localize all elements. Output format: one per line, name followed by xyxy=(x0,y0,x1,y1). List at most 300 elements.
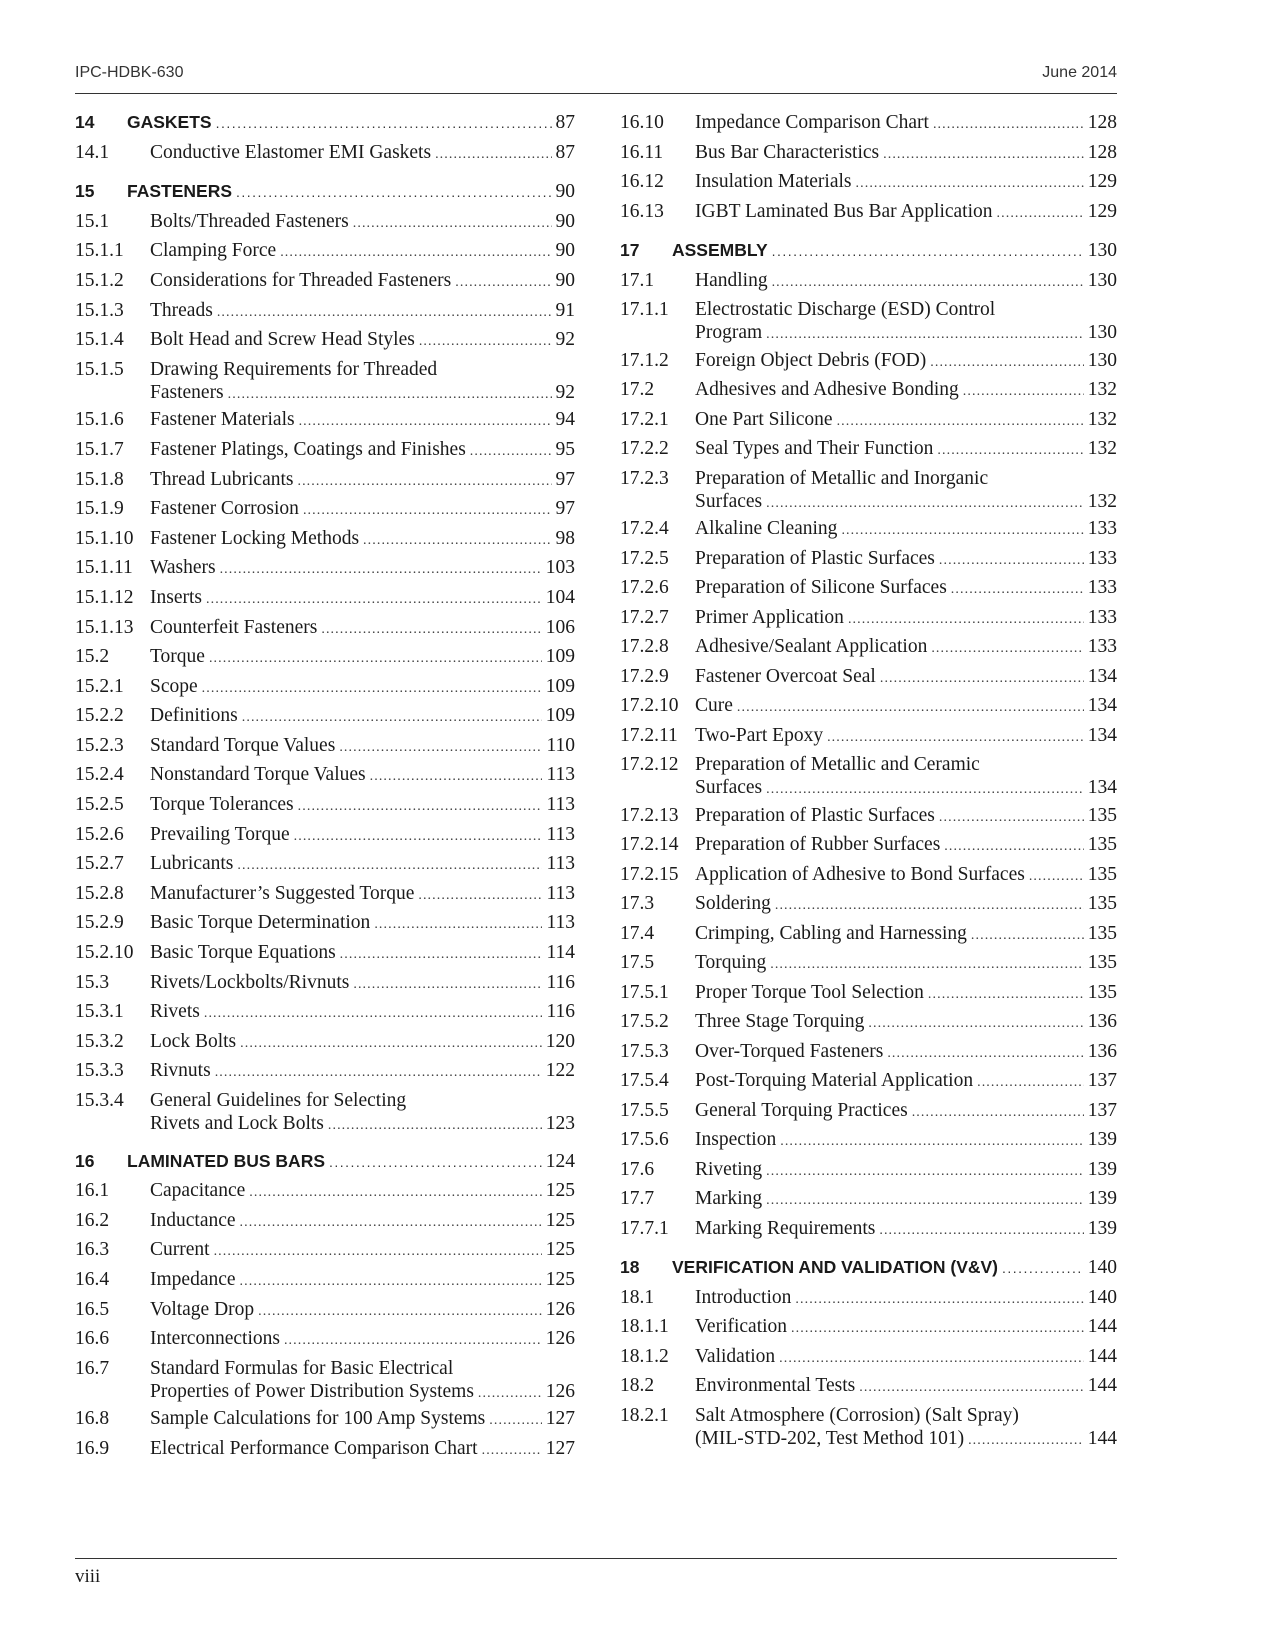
toc-entry-title: Verification xyxy=(695,1316,788,1337)
toc-entry[interactable] xyxy=(75,468,575,498)
toc-spacer xyxy=(620,1246,1117,1256)
toc-entry[interactable] xyxy=(75,527,575,557)
toc-entry-page: 122 xyxy=(545,1060,575,1082)
toc-entry-page: 116 xyxy=(546,1001,575,1023)
toc-entry[interactable] xyxy=(620,200,1117,230)
header-rule xyxy=(75,93,1117,94)
toc-entry-title: FASTENERS xyxy=(127,181,233,202)
toc-entry-title: Bolt Head and Screw Head Styles xyxy=(150,329,415,351)
toc-entry-page: 135 xyxy=(1087,981,1117,1003)
toc-entry[interactable] xyxy=(620,1374,1117,1404)
toc-entry-number: 17.2.10 xyxy=(620,695,679,716)
toc-entry-title: Program xyxy=(695,322,763,343)
toc-entry-number: 18.1.1 xyxy=(620,1316,669,1337)
toc-entry[interactable] xyxy=(620,753,1117,804)
toc-entry-number: 16.11 xyxy=(620,141,664,163)
toc-entry[interactable] xyxy=(75,1407,575,1437)
toc-entry-title: Lubricants xyxy=(150,853,234,875)
toc-entry-number: 15.1.4 xyxy=(75,329,124,351)
toc-entry-page: 97 xyxy=(555,468,575,490)
toc-entry-page: 144 xyxy=(1087,1375,1117,1396)
header-doc-id: IPC-HDBK-630 xyxy=(75,64,184,81)
dot-leader xyxy=(321,616,541,641)
toc-entry-title-line1: Standard Formulas for Basic Electrical xyxy=(150,1357,454,1379)
toc-entry[interactable] xyxy=(75,438,575,468)
toc-entry-page: 136 xyxy=(1087,1011,1117,1032)
dot-leader xyxy=(795,1286,1083,1311)
toc-entry-number: 17.7.1 xyxy=(620,1217,669,1239)
dot-leader xyxy=(339,734,542,759)
dot-leader xyxy=(856,170,1084,195)
toc-entry-number: 16.13 xyxy=(620,200,664,222)
toc-entry[interactable] xyxy=(75,1089,575,1140)
toc-entry-page: 113 xyxy=(546,853,575,875)
toc-entry-number: 15.2.1 xyxy=(75,675,124,697)
toc-entry[interactable] xyxy=(620,694,1117,724)
toc-entry-page: 123 xyxy=(545,1113,575,1134)
toc-entry[interactable] xyxy=(75,1298,575,1328)
toc-entry-number: 15.2.7 xyxy=(75,853,124,875)
toc-entry-title: (MIL-STD-202, Test Method 101) xyxy=(695,1427,965,1449)
toc-entry[interactable] xyxy=(75,675,575,705)
toc-entry-page: 127 xyxy=(545,1437,575,1459)
toc-entry-title: GASKETS xyxy=(127,112,212,132)
toc-entry-title: Thread Lubricants xyxy=(150,468,294,490)
toc-entry-title: Environmental Tests xyxy=(695,1375,856,1396)
toc-entry-page: 125 xyxy=(545,1239,575,1261)
toc-entry-number: 16.6 xyxy=(75,1328,110,1350)
toc-entry[interactable] xyxy=(620,724,1117,754)
toc-entry[interactable] xyxy=(75,645,575,675)
toc-entry[interactable] xyxy=(75,358,575,409)
dot-leader xyxy=(482,1437,542,1462)
toc-entry[interactable] xyxy=(620,635,1117,665)
toc-entry[interactable] xyxy=(620,378,1117,408)
toc-entry-number: 15.1.3 xyxy=(75,299,124,321)
dot-leader xyxy=(363,527,551,552)
dot-leader xyxy=(939,804,1084,829)
toc-entry[interactable] xyxy=(75,616,575,646)
toc-entry[interactable] xyxy=(620,467,1117,518)
toc-entry-page: 133 xyxy=(1087,606,1117,628)
toc-entry[interactable] xyxy=(620,269,1117,299)
toc-entry-title: Sample Calculations for 100 Amp Systems xyxy=(150,1408,486,1430)
toc-entry-number: 15.1 xyxy=(75,210,110,232)
toc-entry[interactable] xyxy=(620,1099,1117,1129)
toc-entry-title: Basic Torque Equations xyxy=(150,942,336,964)
toc-entry-page: 133 xyxy=(1087,547,1117,569)
toc-column-left xyxy=(75,111,575,1467)
toc-entry-title: Bolts/Threaded Fasteners xyxy=(150,210,349,232)
toc-entry-title: Application of Adhesive to Bond Surfaces xyxy=(695,863,1025,885)
toc-entry[interactable] xyxy=(620,981,1117,1011)
toc-entry-page: 139 xyxy=(1087,1158,1117,1180)
toc-entry[interactable] xyxy=(75,556,575,586)
toc-entry-number: 17.5.1 xyxy=(620,981,669,1003)
dot-leader xyxy=(258,1298,542,1323)
toc-entry-title: Rivnuts xyxy=(150,1060,211,1082)
dot-leader xyxy=(228,381,552,406)
dot-leader xyxy=(859,1374,1084,1399)
toc-entry-page: 125 xyxy=(545,1268,575,1290)
toc-entry-title: Manufacturer’s Suggested Torque xyxy=(150,882,415,904)
toc-entry-title: General Torquing Practices xyxy=(695,1099,908,1121)
toc-entry-title: Fasteners xyxy=(150,381,224,403)
toc-entry[interactable] xyxy=(620,892,1117,922)
toc-entry-title: Riveting xyxy=(695,1158,763,1180)
toc-entry-number: 15.2.5 xyxy=(75,794,124,816)
dot-leader xyxy=(249,1179,541,1204)
toc-entry[interactable] xyxy=(75,299,575,329)
toc-entry[interactable] xyxy=(75,1437,575,1467)
toc-entry-number: 15.1.6 xyxy=(75,409,124,431)
toc-entry-number: 14.1 xyxy=(75,141,110,163)
toc-entry-title: Current xyxy=(150,1239,210,1261)
toc-entry-page: 90 xyxy=(555,240,575,262)
toc-entry-number: 17.2.14 xyxy=(620,834,679,855)
toc-entry[interactable] xyxy=(620,1128,1117,1158)
toc-entry[interactable] xyxy=(620,1187,1117,1217)
dot-leader xyxy=(780,1128,1084,1153)
toc-entry[interactable] xyxy=(75,328,575,358)
toc-entry-title: IGBT Laminated Bus Bar Application xyxy=(695,200,993,222)
toc-entry[interactable] xyxy=(75,971,575,1001)
toc-entry[interactable] xyxy=(620,1069,1117,1099)
toc-entry-title: Marking Requirements xyxy=(695,1217,876,1239)
toc-entry-number: 15.1.10 xyxy=(75,527,134,549)
toc-entry[interactable] xyxy=(75,704,575,734)
toc-entry-title: Fastener Platings, Coatings and Finishes xyxy=(150,438,466,460)
toc-entry[interactable] xyxy=(75,408,575,438)
toc-entry-number: 17.2.4 xyxy=(620,518,669,539)
toc-entry-page: 132 xyxy=(1087,379,1117,400)
toc-entry-page: 139 xyxy=(1087,1217,1117,1239)
toc-entry-number: 15.1.11 xyxy=(75,557,133,579)
toc-entry-number: 17.4 xyxy=(620,922,655,944)
dot-leader xyxy=(1002,1256,1084,1280)
toc-entry-title: Over-Torqued Fasteners xyxy=(695,1040,884,1062)
toc-entry[interactable] xyxy=(75,586,575,616)
toc-entry-page: 140 xyxy=(1087,1257,1117,1278)
toc-entry-number: 16.4 xyxy=(75,1268,110,1290)
toc-entry[interactable] xyxy=(75,852,575,882)
toc-entry-page: 135 xyxy=(1087,893,1117,914)
toc-spacer xyxy=(75,170,575,180)
dot-leader xyxy=(340,941,543,966)
dot-leader xyxy=(766,776,1084,801)
toc-entry[interactable] xyxy=(620,111,1117,141)
toc-entry-page: 90 xyxy=(555,269,575,291)
dot-leader xyxy=(214,1238,542,1263)
toc-entry-number: 15.3.3 xyxy=(75,1060,124,1082)
toc-entry-number: 17.5.4 xyxy=(620,1070,669,1091)
dot-leader xyxy=(284,1327,542,1352)
toc-entry[interactable] xyxy=(620,141,1117,171)
toc-entry-title: Marking xyxy=(695,1188,763,1209)
dot-leader xyxy=(215,1059,542,1084)
toc-entry-title: Threads xyxy=(150,299,213,321)
toc-entry-number: 18.2 xyxy=(620,1375,655,1396)
dot-leader xyxy=(209,645,542,670)
dot-leader xyxy=(977,1069,1084,1094)
toc-entry[interactable] xyxy=(620,1345,1117,1375)
toc-entry-number: 18.1 xyxy=(620,1286,655,1308)
toc-entry-number: 15.1.2 xyxy=(75,269,124,291)
toc-entry-page: 90 xyxy=(555,181,575,203)
toc-entry-page: 134 xyxy=(1087,777,1117,798)
dot-leader xyxy=(775,892,1084,917)
toc-entry-number: 17.2.13 xyxy=(620,804,679,826)
toc-entry[interactable] xyxy=(620,349,1117,379)
dot-leader xyxy=(303,497,552,522)
toc-entry[interactable] xyxy=(75,1000,575,1030)
toc-entry[interactable] xyxy=(620,863,1117,893)
toc-entry[interactable] xyxy=(75,497,575,527)
toc-entry-page: 126 xyxy=(545,1328,575,1350)
dot-leader xyxy=(419,328,552,353)
dot-leader xyxy=(766,1187,1084,1212)
toc-entry[interactable] xyxy=(75,269,575,299)
toc-entry-number: 17.7 xyxy=(620,1188,655,1209)
toc-entry[interactable] xyxy=(75,141,575,171)
toc-entry-title: Impedance Comparison Chart xyxy=(695,112,929,133)
toc-entry-title: Considerations for Threaded Fasteners xyxy=(150,269,452,291)
toc-entry[interactable] xyxy=(75,1268,575,1298)
toc-entry-number: 17.1.1 xyxy=(620,299,669,320)
toc-entry[interactable] xyxy=(620,547,1117,577)
toc-entry-number: 16.8 xyxy=(75,1408,110,1430)
toc-entry[interactable] xyxy=(75,763,575,793)
toc-spacer xyxy=(75,1140,575,1150)
toc-entry-number: 15.1.9 xyxy=(75,498,124,520)
toc-section-heading[interactable] xyxy=(620,1256,1117,1286)
toc-section-heading[interactable] xyxy=(75,1150,575,1180)
toc-entry[interactable] xyxy=(75,1030,575,1060)
toc-entry-number: 16.9 xyxy=(75,1437,110,1459)
toc-entry[interactable] xyxy=(75,239,575,269)
dot-leader xyxy=(912,1099,1084,1124)
toc-entry-page: 135 xyxy=(1087,804,1117,826)
toc-entry[interactable] xyxy=(620,1404,1117,1455)
toc-entry-number: 15 xyxy=(75,181,95,202)
toc-entry[interactable] xyxy=(75,1357,575,1408)
toc-entry-title: Seal Types and Their Function xyxy=(695,438,934,459)
toc-entry-number: 17.2.6 xyxy=(620,577,669,598)
toc-entry-page: 127 xyxy=(545,1408,575,1430)
toc-entry-title: Fastener Corrosion xyxy=(150,498,299,520)
toc-entry-title: Washers xyxy=(150,557,216,579)
dot-leader xyxy=(204,1000,543,1025)
toc-entry[interactable] xyxy=(75,1179,575,1209)
dot-leader xyxy=(930,349,1084,374)
toc-section-heading[interactable] xyxy=(620,239,1117,269)
toc-entry-page: 135 xyxy=(1087,922,1117,944)
toc-entry-number: 17.2.8 xyxy=(620,636,669,657)
toc-entry-title: LAMINATED BUS BARS xyxy=(127,1150,326,1171)
toc-entry-number: 17.2.9 xyxy=(620,665,669,687)
toc-entry-title: Rivets/Lockbolts/Rivnuts xyxy=(150,971,350,993)
toc-entry[interactable] xyxy=(620,804,1117,834)
toc-entry-title: Introduction xyxy=(695,1286,792,1308)
dot-leader xyxy=(353,210,552,235)
toc-entry-number: 15.2 xyxy=(75,646,110,668)
dot-leader xyxy=(880,665,1084,690)
toc-entry-page: 125 xyxy=(545,1180,575,1202)
toc-entry-title: Crimping, Cabling and Harnessing xyxy=(695,922,967,944)
toc-entry[interactable] xyxy=(620,170,1117,200)
toc-entry[interactable] xyxy=(620,1286,1117,1316)
toc-entry-page: 110 xyxy=(546,734,575,756)
toc-entry-page: 128 xyxy=(1087,141,1117,163)
toc-entry-number: 15.2.10 xyxy=(75,942,134,964)
dot-leader xyxy=(1029,863,1084,888)
toc-entry[interactable] xyxy=(620,1040,1117,1070)
toc-entry[interactable] xyxy=(75,734,575,764)
toc-entry-number: 17.2 xyxy=(620,379,655,400)
toc-entry-number: 17.1 xyxy=(620,269,655,291)
toc-entry[interactable] xyxy=(620,665,1117,695)
toc-entry-number: 15.3.2 xyxy=(75,1030,124,1052)
dot-leader xyxy=(237,852,542,877)
toc-entry-number: 17.5 xyxy=(620,952,655,973)
toc-entry-number: 16.5 xyxy=(75,1298,110,1320)
toc-entry[interactable] xyxy=(620,408,1117,438)
toc-entry-title: Inserts xyxy=(150,586,202,608)
footer-rule xyxy=(75,1558,1117,1559)
toc-entry[interactable] xyxy=(75,793,575,823)
toc-entry-title: Post-Torquing Material Application xyxy=(695,1070,974,1091)
toc-entry[interactable] xyxy=(620,1217,1117,1247)
toc-entry-title: Insulation Materials xyxy=(695,171,852,192)
toc-entry-page: 132 xyxy=(1087,490,1117,512)
toc-entry-number: 17.1.2 xyxy=(620,349,669,371)
toc-entry-title: Torquing xyxy=(695,952,767,973)
toc-entry-title-line1: Preparation of Metallic and Ceramic xyxy=(695,754,980,775)
toc-entry-number: 17.5.2 xyxy=(620,1011,669,1032)
toc-entry-number: 17.3 xyxy=(620,893,655,914)
dot-leader xyxy=(779,1345,1084,1370)
toc-entry[interactable] xyxy=(75,823,575,853)
toc-entry-page: 134 xyxy=(1087,724,1117,746)
dot-leader xyxy=(240,1268,542,1293)
toc-entry-title: Clamping Force xyxy=(150,240,277,262)
toc-entry[interactable] xyxy=(75,1327,575,1357)
toc-entry-page: 137 xyxy=(1087,1099,1117,1121)
toc-entry-page: 120 xyxy=(545,1030,575,1052)
toc-section-heading[interactable] xyxy=(75,180,575,210)
toc-entry-page: 104 xyxy=(545,586,575,608)
toc-entry[interactable] xyxy=(620,576,1117,606)
toc-entry-page: 92 xyxy=(555,381,575,403)
toc-entry-number: 16.1 xyxy=(75,1180,110,1202)
toc-entry[interactable] xyxy=(620,1315,1117,1345)
toc-entry-page: 139 xyxy=(1087,1129,1117,1150)
dot-leader xyxy=(374,911,542,936)
dot-leader xyxy=(827,724,1084,749)
dot-leader xyxy=(837,408,1084,433)
toc-entry-title: Rivets and Lock Bolts xyxy=(150,1113,324,1134)
toc-entry-title: Adhesives and Adhesive Bonding xyxy=(695,379,959,400)
toc-entry[interactable] xyxy=(75,1059,575,1089)
toc-entry-page: 132 xyxy=(1087,408,1117,430)
toc-entry-page: 113 xyxy=(546,794,575,816)
dot-leader xyxy=(240,1030,542,1055)
toc-entry-page: 130 xyxy=(1087,240,1117,261)
toc-entry-page: 87 xyxy=(555,112,575,133)
toc-entry-page: 135 xyxy=(1087,863,1117,885)
toc-entry[interactable] xyxy=(75,882,575,912)
toc-entry[interactable] xyxy=(620,298,1117,349)
toc-entry[interactable] xyxy=(75,911,575,941)
dot-leader xyxy=(937,437,1083,462)
dot-leader xyxy=(242,704,542,729)
toc-entry-number: 15.2.6 xyxy=(75,823,124,845)
toc-entry-number: 15.1.13 xyxy=(75,616,134,638)
toc-entry-title: One Part Silicone xyxy=(695,408,833,430)
dot-leader xyxy=(868,1010,1083,1035)
toc-entry-page: 135 xyxy=(1087,834,1117,855)
toc-entry-number: 18.2.1 xyxy=(620,1404,669,1426)
toc-entry[interactable] xyxy=(620,951,1117,981)
toc-entry-page: 90 xyxy=(555,210,575,232)
toc-entry[interactable] xyxy=(75,941,575,971)
toc-entry-page: 133 xyxy=(1087,518,1117,539)
toc-entry-page: 97 xyxy=(555,498,575,520)
toc-entry-number: 17.5.3 xyxy=(620,1040,669,1062)
toc-entry[interactable] xyxy=(620,833,1117,863)
dot-leader xyxy=(299,408,552,433)
dot-leader xyxy=(772,239,1084,263)
toc-entry-number: 16.12 xyxy=(620,171,664,192)
toc-entry-title: Validation xyxy=(695,1345,776,1367)
dot-leader xyxy=(489,1407,541,1432)
dot-leader xyxy=(931,635,1083,660)
toc-entry-page: 134 xyxy=(1087,665,1117,687)
toc-entry-page: 140 xyxy=(1087,1286,1117,1308)
toc-entry[interactable] xyxy=(620,437,1117,467)
toc-entry-page: 144 xyxy=(1087,1345,1117,1367)
toc-entry-title: Inductance xyxy=(150,1209,236,1231)
toc-entry[interactable] xyxy=(75,1238,575,1268)
dot-leader xyxy=(294,823,543,848)
toc-entry-title: Standard Torque Values xyxy=(150,734,336,756)
toc-entry[interactable] xyxy=(620,1158,1117,1188)
dot-leader xyxy=(944,833,1083,858)
dot-leader xyxy=(963,378,1084,403)
toc-entry-number: 17.2.11 xyxy=(620,724,678,746)
toc-entry[interactable] xyxy=(75,1209,575,1239)
toc-entry[interactable] xyxy=(75,210,575,240)
toc-entry-page: 125 xyxy=(545,1209,575,1231)
toc-entry-page: 94 xyxy=(555,409,575,431)
toc-entry-title: Primer Application xyxy=(695,606,844,628)
toc-entry-number: 16.10 xyxy=(620,112,664,133)
toc-entry[interactable] xyxy=(620,606,1117,636)
toc-entry-number: 16.7 xyxy=(75,1357,110,1379)
toc-entry-number: 17.2.7 xyxy=(620,606,669,628)
dot-leader xyxy=(933,111,1084,136)
toc-section-heading[interactable] xyxy=(75,111,575,141)
toc-entry[interactable] xyxy=(620,1010,1117,1040)
toc-entry-number: 15.1.1 xyxy=(75,240,124,262)
toc-entry[interactable] xyxy=(620,517,1117,547)
toc-entry[interactable] xyxy=(620,922,1117,952)
toc-entry-title: Handling xyxy=(695,269,768,291)
toc-entry-title-line1: Electrostatic Discharge (ESD) Control xyxy=(695,299,996,320)
dot-leader xyxy=(766,1158,1084,1183)
toc-entry-number: 16 xyxy=(75,1150,95,1171)
toc-entry-number: 17.2.2 xyxy=(620,438,669,459)
